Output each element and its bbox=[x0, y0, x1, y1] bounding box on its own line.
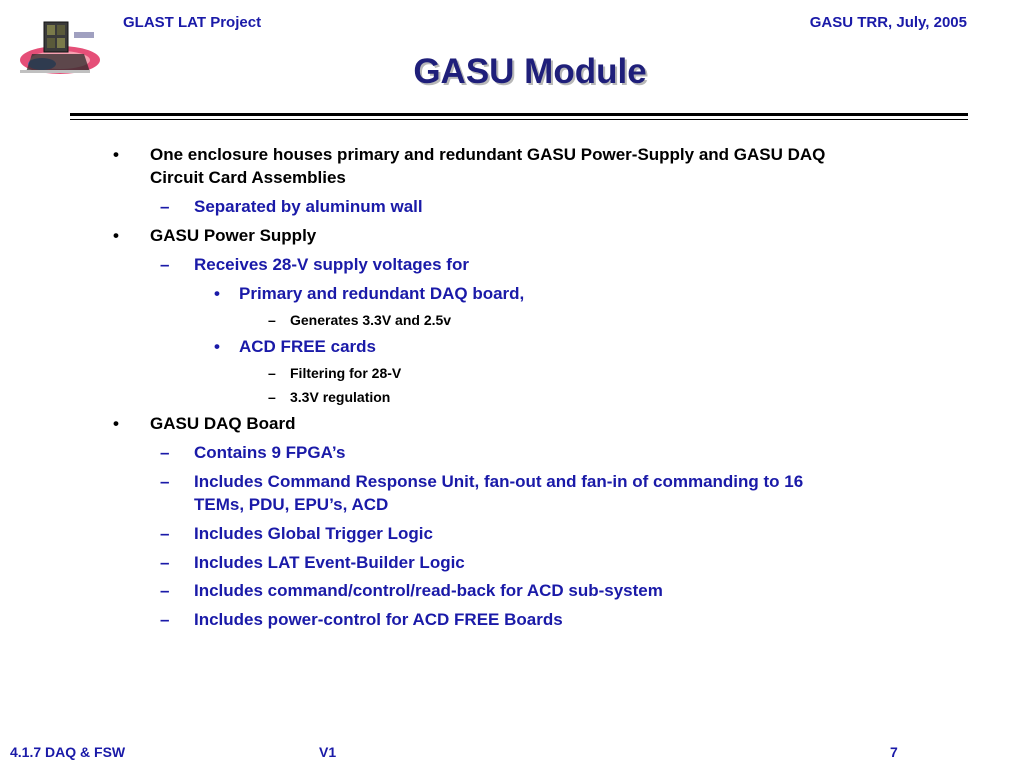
header-review: GASU TRR, July, 2005 bbox=[809, 14, 967, 31]
bullet-item-continuation: Circuit Card Assemblies bbox=[150, 168, 346, 187]
sub-sub-bullet-item: Primary and redundant DAQ board, bbox=[239, 284, 525, 303]
header-project: GLAST LAT Project bbox=[123, 14, 262, 31]
bullet-item: One enclosure houses primary and redundant GASU Power-Supply and GASU DAQ bbox=[150, 145, 826, 164]
sub-bullet-item: Includes Global Trigger Logic bbox=[194, 524, 433, 543]
detail-item: Generates 3.3V and 2.5v bbox=[290, 312, 452, 328]
bullet-item: GASU Power Supply bbox=[150, 226, 317, 245]
dash-marker: – bbox=[160, 255, 170, 274]
dash-marker: – bbox=[160, 524, 170, 543]
dash-marker: – bbox=[160, 197, 170, 216]
bullet-marker: • bbox=[214, 284, 220, 303]
sub-bullet-item: Receives 28-V supply voltages for bbox=[194, 255, 469, 274]
bullet-marker: • bbox=[113, 145, 119, 164]
title-divider-thick bbox=[70, 113, 968, 116]
sub-bullet-item: Includes LAT Event-Builder Logic bbox=[194, 553, 465, 572]
dash-marker: – bbox=[268, 312, 276, 328]
page-title: GASU Module bbox=[413, 52, 647, 91]
bullet-item: GASU DAQ Board bbox=[150, 414, 296, 433]
dash-marker: – bbox=[268, 365, 276, 381]
dash-marker: – bbox=[160, 553, 170, 572]
detail-item: 3.3V regulation bbox=[290, 389, 391, 405]
bullet-marker: • bbox=[113, 226, 119, 245]
sub-bullet-item: Includes power-control for ACD FREE Boards bbox=[194, 610, 563, 629]
sub-sub-bullet-item: ACD FREE cards bbox=[239, 337, 376, 356]
dash-marker: – bbox=[160, 443, 170, 462]
bullet-marker: • bbox=[214, 337, 220, 356]
sub-bullet-item: Includes command/control/read-back for ACD sub-system bbox=[194, 581, 663, 600]
bullet-marker: • bbox=[113, 414, 119, 433]
footer-version: V1 bbox=[319, 744, 337, 760]
footer-section: 4.1.7 DAQ & FSW bbox=[10, 744, 126, 760]
title-divider-thin bbox=[70, 119, 968, 120]
sub-bullet-item-continuation: TEMs, PDU, EPU’s, ACD bbox=[194, 495, 389, 514]
dash-marker: – bbox=[160, 581, 170, 600]
footer-page-number: 7 bbox=[890, 744, 898, 760]
dash-marker: – bbox=[268, 389, 276, 405]
sub-bullet-item: Includes Command Response Unit, fan-out and fan-in of commanding to 16 bbox=[194, 472, 804, 491]
dash-marker: – bbox=[160, 472, 170, 491]
dash-marker: – bbox=[160, 610, 170, 629]
sub-bullet-item: Contains 9 FPGA’s bbox=[194, 443, 346, 462]
sub-bullet-item: Separated by aluminum wall bbox=[194, 197, 423, 216]
detail-item: Filtering for 28-V bbox=[290, 365, 402, 381]
